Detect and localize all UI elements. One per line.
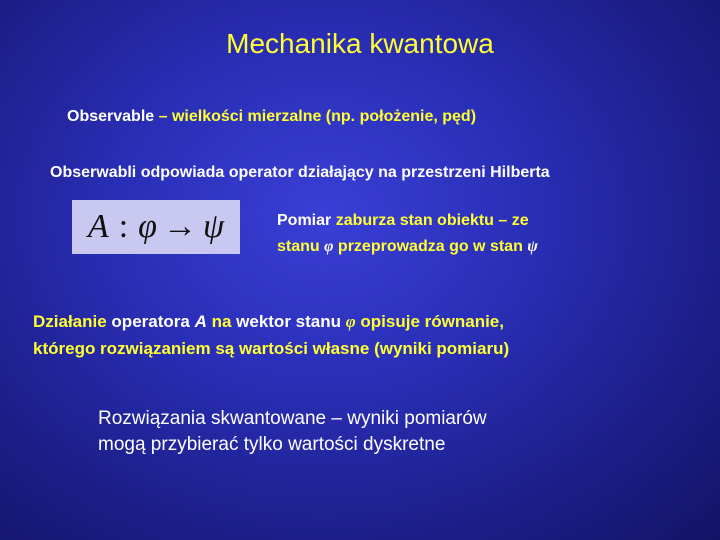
observable-term: Observable <box>67 108 159 125</box>
on-text: na <box>206 312 237 331</box>
formula-phi: φ <box>138 208 157 245</box>
measurement-term: Pomiar <box>277 212 336 229</box>
operator-formula-box <box>72 200 240 254</box>
formula-colon: : <box>118 208 129 245</box>
eigenvalues-text: którego rozwiązaniem są wartości własne (wyniki pomiaru) <box>33 339 510 358</box>
observable-description: – wielkości mierzalne (np. położenie, pęd) <box>158 108 477 125</box>
operator-action-statement <box>33 308 509 362</box>
action-term: Działanie <box>33 312 112 331</box>
equation-text: opisuje równanie, <box>355 312 504 331</box>
operator-symbol: A <box>194 312 207 331</box>
formula-operator: A <box>87 208 109 245</box>
measurement-to-text: przeprowadza go w stan <box>333 238 528 255</box>
slide-title: Mechanika kwantowa <box>226 28 494 59</box>
measurement-description: zaburza stan obiektu – ze <box>335 212 529 229</box>
measurement-from-text: stanu <box>277 238 325 255</box>
quantization-line-1: Rozwiązania skwantowane – wyniki pomiarów <box>98 408 487 429</box>
formula-psi: ψ <box>202 208 225 245</box>
quantization-line-2: mogą przybierać tylko wartości dyskretne <box>98 434 446 455</box>
formula-arrow: → <box>162 208 197 245</box>
quantization-statement <box>98 406 487 458</box>
observable-definition <box>67 108 476 126</box>
operator-statement: Obserwabli odpowiada operator działający na przestrzeni Hilberta <box>50 164 550 181</box>
state-vector-text: wektor stanu <box>236 312 346 331</box>
operator-text: operatora <box>111 312 195 331</box>
phi-symbol-2: φ <box>345 312 356 331</box>
measurement-statement <box>277 208 538 260</box>
psi-symbol: ψ <box>527 238 538 255</box>
phi-symbol: φ <box>324 238 334 255</box>
